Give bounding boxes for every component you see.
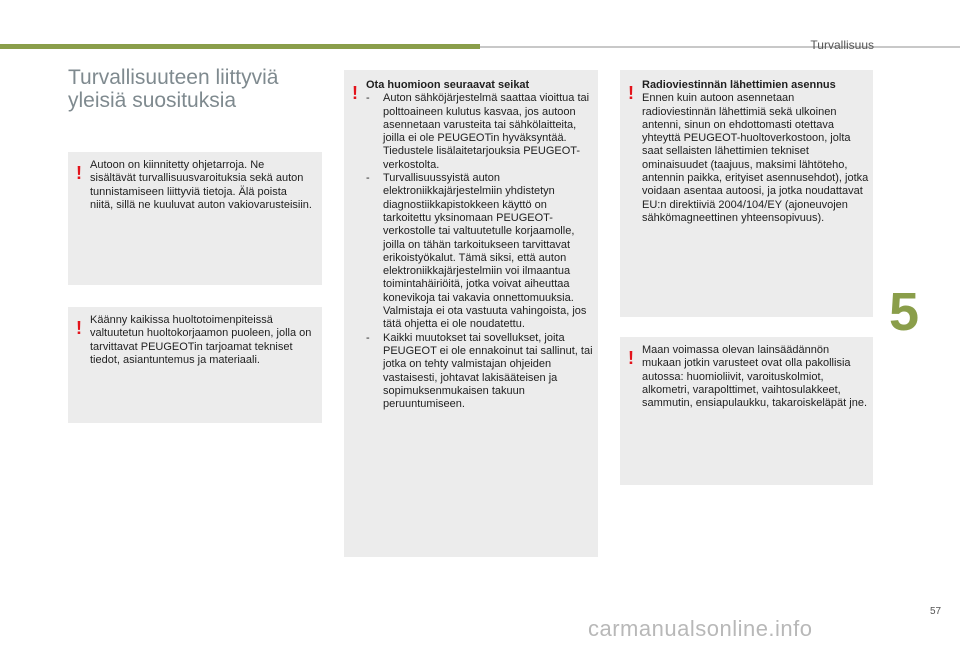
list-item: - Kaikki muutokset tai sovellukset, joita PEUGEOT ei ole ennakoinut tai sallinut, tai jotka on tehty valmistajan ohjeiden vastaisesti, johtavat lakisääteisen ja sopimuksenmukaisen takuun peruuntumiseen. bbox=[366, 332, 596, 412]
warning-icon: ! bbox=[628, 348, 634, 368]
watermark: carmanualsonline.info bbox=[588, 616, 813, 641]
warning-box-legislation bbox=[620, 337, 873, 485]
legislation-text: Maan voimassa olevan lainsäädännön mukaan jotkin varusteet ovat olla pakollisia autossa: huomioliivit, varoituskolmiot, alkometri, varapolttimet, vaihtosulakkeet, sammutin, ensiapulaukku, takaroiskeläpät jne. bbox=[642, 344, 868, 410]
warning-icon: ! bbox=[352, 83, 358, 103]
header-accent-bar bbox=[0, 44, 480, 49]
header-divider bbox=[480, 46, 960, 48]
warning-text bbox=[90, 314, 312, 367]
warning-box-maintenance bbox=[68, 307, 322, 423]
warning-box-labels bbox=[68, 152, 322, 285]
warning-text bbox=[90, 159, 312, 212]
page-title: Turvallisuuteen liittyviä yleisiä suosituksia bbox=[68, 66, 279, 112]
considerations-list bbox=[366, 92, 596, 411]
warning-icon: ! bbox=[628, 83, 634, 103]
chapter-number: 5 bbox=[889, 282, 920, 342]
section-title: Turvallisuus bbox=[810, 38, 874, 52]
warning-box-considerations bbox=[344, 70, 598, 557]
considerations-heading: Ota huomioon seuraavat seikat bbox=[366, 79, 530, 91]
warning-text bbox=[366, 79, 596, 411]
list-item: - Auton sähköjärjestelmä saattaa vioittua tai polttoaineen kulutus kasvaa, jos autoon asennetaan varusteita tai sähkölaitteita, joilla ei ole PEUGEOTin hyväksyntää. Tiedustele lisälaitetarjouksia PEUGEOT-verkostolta. bbox=[366, 92, 596, 172]
radio-text: Ennen kuin autoon asennetaan radioviestinnän lähettimiä sekä ulkoinen antenni, sinun on ehdottomasti otettava yhteyttä PEUGEOT-huoltoverkostoon, jolta saat sellaisten lähettimien tekniset ominaisuudet (taajuus, maksimi lähtöteho, antennin paikka, erityiset asennusehdot), jotka voidaan asentaa autoosi, ja jotka noudattavat EU:n direktiiviä 2004/104/EY (ajoneuvojen sähkömagneettinen yhteensopivuus). bbox=[642, 92, 869, 224]
warning-icon: ! bbox=[76, 318, 82, 338]
warning-text bbox=[642, 79, 871, 225]
warning-text bbox=[642, 344, 867, 410]
warning-icon: ! bbox=[76, 163, 82, 183]
warning-box-radio bbox=[620, 70, 873, 317]
maintenance-notice-text: Käänny kaikissa huoltotoimenpiteissä valtuutetun huoltokorjaamon puoleen, jolla on tarvittavat PEUGEOTin tarjoamat tekniset tiedot, asiantuntemus ja materiaali. bbox=[90, 314, 312, 366]
radio-heading: Radioviestinnän lähettimien asennus bbox=[642, 79, 836, 91]
labels-notice-text: Autoon on kiinnitetty ohjetarroja. Ne sisältävät turvallisuusvaroituksia sekä auton tunnistamiseen liittyviä tietoja. Älä poista niitä, sillä ne kuuluvat auton vakiovarusteisiin. bbox=[90, 159, 312, 211]
page-number: 57 bbox=[930, 606, 942, 617]
list-item: - Turvallisuussyistä auton elektroniikkajärjestelmiin yhdistetyn diagnostiikkapistokkeen käyttö on tarkoitettu yksinomaan PEUGEOT-verkostolle tai valtuutetulle korjaamolle, joilla on tähän tarkoitukseen tarvittavat erikoistyökalut. Tämä siksi, että auton elektroniikkajärjestelmiin voi ilmaantua toimintahäiriöitä, jotka voivat aiheuttaa konevikoja tai vakavia onnettomuuksia. Valmistaja ei ota vastuuta vahingoista, jos tätä ohjetta ei ole noudatettu. bbox=[366, 172, 596, 332]
